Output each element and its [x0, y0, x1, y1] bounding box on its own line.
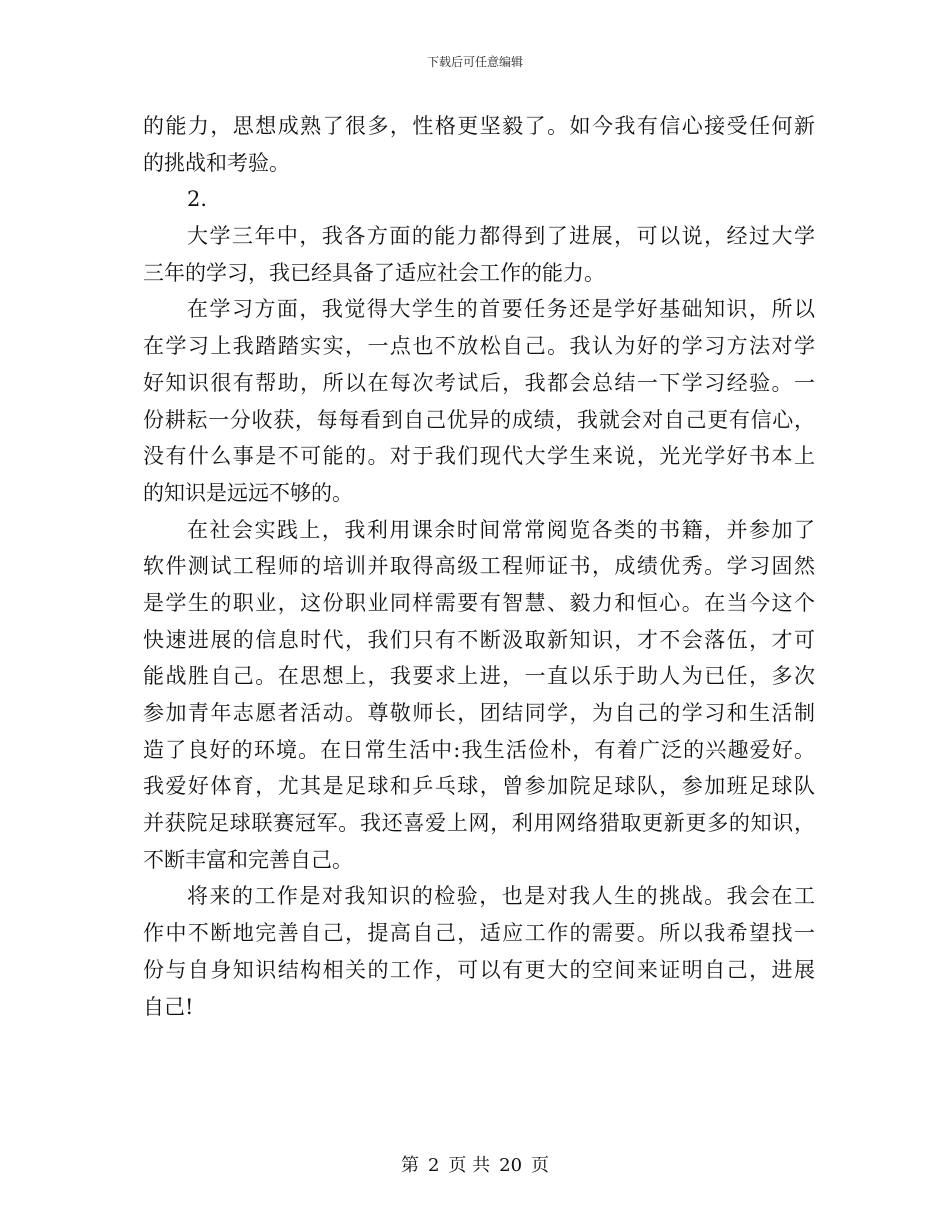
text-line: 软件测试工程师的培训并取得高级工程师证书，成绩优秀。学习固然 [143, 554, 815, 579]
text-line: 2. [187, 187, 208, 212]
text-line: 自己! [143, 994, 194, 1019]
text-line: 能战胜自己。在思想上，我要求上进，一直以乐于助人为已任，多次 [143, 664, 815, 689]
text-line: 的知识是远远不够的。 [143, 480, 353, 505]
text-line: 没有什么事是不可能的。对于我们现代大学生来说，光光学好书本上 [143, 444, 815, 469]
footer-current-page: 2 [427, 1155, 440, 1176]
body-text [143, 108, 815, 1025]
footer-middle: 页 共 [448, 1155, 491, 1176]
text-line: 是学生的职业，这份职业同样需要有智慧、毅力和恒心。在当今这个 [143, 590, 815, 615]
text-line: 大学三年中，我各方面的能力都得到了进展，可以说，经过大学 [187, 224, 815, 249]
text-line: 不断丰富和完善自己。 [143, 847, 353, 872]
text-line: 好知识很有帮助，所以在每次考试后，我都会总结一下学习经验。一 [143, 370, 815, 395]
page-footer [0, 1154, 950, 1178]
text-line: 在学习上我踏踏实实，一点也不放松自己。我认为好的学习方法对学 [143, 334, 815, 359]
text-line: 份与自身知识结构相关的工作，可以有更大的空间来证明自己，进展 [143, 957, 815, 982]
footer-total-pages: 20 [499, 1155, 523, 1176]
text-line: 份耕耘一分收获，每每看到自己优异的成绩，我就会对自己更有信心， [143, 407, 815, 432]
header-note: 下载后可任意编辑 [426, 55, 523, 69]
text-line: 作中不断地完善自己，提高自己，适应工作的需要。所以我希望找一 [143, 921, 815, 946]
text-line: 将来的工作是对我知识的检验，也是对我人生的挑战。我会在工 [187, 884, 815, 909]
text-line: 快速进展的信息时代，我们只有不断汲取新知识，才不会落伍，才可 [143, 627, 815, 652]
text-line: 我爱好体育，尤其是足球和乒乓球，曾参加院足球队，参加班足球队 [143, 774, 815, 799]
footer-suffix: 页 [531, 1155, 550, 1176]
text-line: 的挑战和考验。 [143, 150, 290, 175]
footer-prefix: 第 [400, 1155, 419, 1176]
text-line: 并获院足球联赛冠军。我还喜爱上网，利用网络猎取更新更多的知识， [143, 811, 815, 836]
text-line: 参加青年志愿者活动。尊敬师长，团结同学，为自己的学习和生活制 [143, 701, 815, 725]
text-line: 造了良好的环境。在日常生活中:我生活俭朴，有着广泛的兴趣爱好。 [143, 737, 815, 762]
text-line: 在学习方面，我觉得大学生的首要任务还是学好基础知识，所以 [187, 297, 815, 322]
text-line: 在社会实践上，我利用课余时间常常阅览各类的书籍，并参加了 [187, 517, 815, 542]
text-line: 的能力，思想成熟了很多，性格更坚毅了。如今我有信心接受任何新 [143, 114, 815, 138]
text-line: 三年的学习，我已经具备了适应社会工作的能力。 [143, 260, 605, 285]
